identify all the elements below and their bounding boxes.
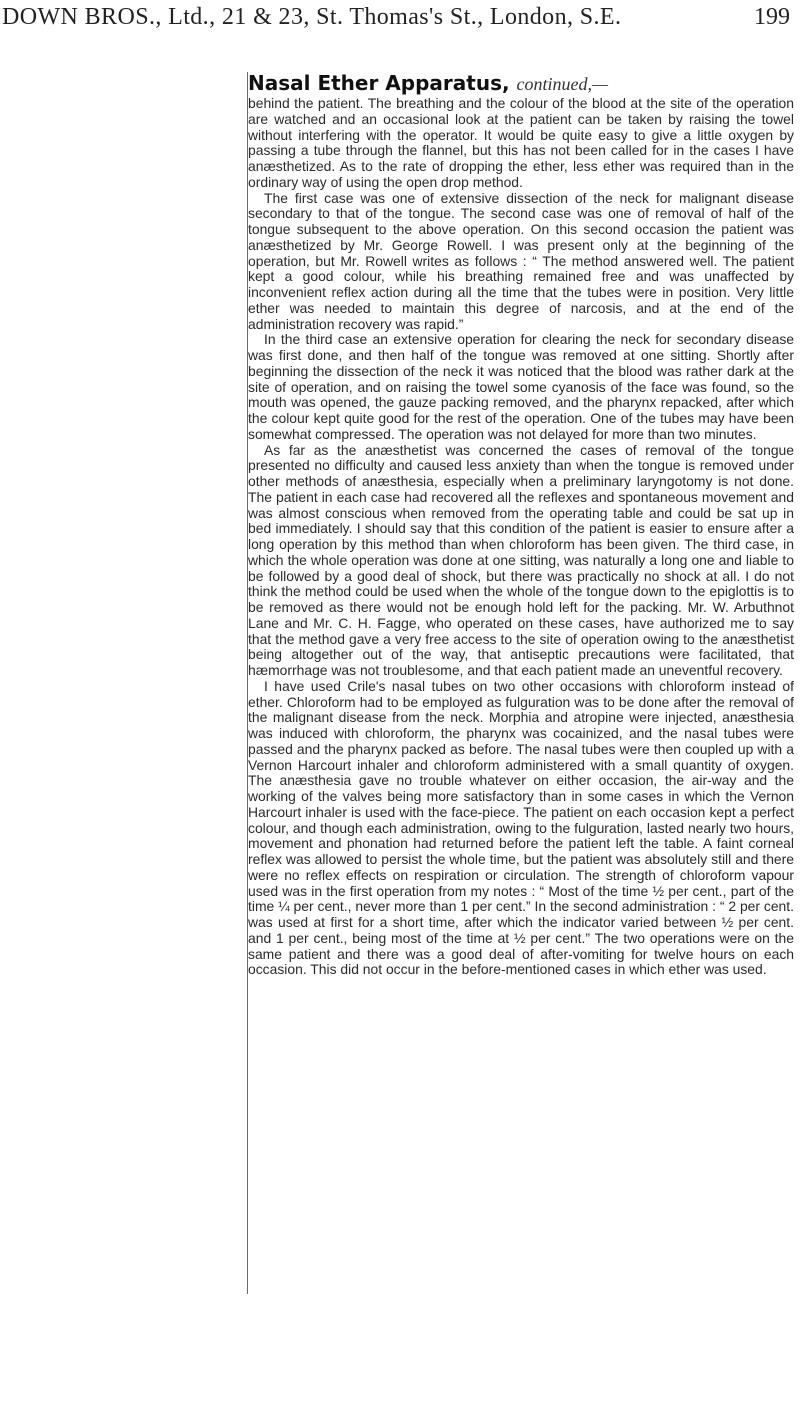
paragraph-3: In the third case an extensive operation for clearing the neck for secondary disease was first done, and then half of the tongue was removed at one sitting. Shortly after beginning the dissection of the neck it was noticed that the blood was rather dark at the site of operation, and on raising the towel some cyanosis of the face was found, so the mouth was opened, the gauze packing removed, and the pharynx repacked, after which the colour kept quite good for the rest of the operation. One of the tubes may have been somewhat compressed. The operation was not delayed for more than two minutes. [248, 331, 794, 442]
article-title [248, 72, 794, 95]
title-text: Nasal Ether Apparatus, [248, 71, 510, 95]
paragraph-4: As far as the anæsthetist was concerned the cases of removal of the tongue presented no difficulty and caused less anxiety than when the tongue is removed under other methods of anæsthesia, especially when a preliminary laryngotomy is not done. The patient in each case had recovered all the reflexes and spontaneous movement and was almost conscious when removed from the operating table and could be sat up in bed immediately. I should say that this condition of the patient is easier to ensure after a long operation by this method than when chloroform has been given. The third case, in which the whole operation was done at one sitting, was naturally a long one and liable to be followed by a good deal of shock, but there was practically no shock at all. I do not think the method could be used when the whole of the tongue down to the epiglottis is to be removed as there would not be enough hold left for the packing. Mr. W. Arbuthnot Lane and Mr. C. H. Fagge, who operated on these cases, have authorized me to say that the method gave a very free access to the site of operation owing to the anæsthetist being altogether out of the way, that antiseptic precautions were facilitated, that hæmorrhage was not troublesome, and that each patient made an uneventful recovery. [248, 441, 794, 678]
article-body [248, 72, 794, 978]
paragraph-2: The first case was one of extensive dissection of the neck for malignant disease secondary to that of the tongue. The second case was one of removal of half of the tongue subsequent to the above operation. On this second occasion the patient was anæsthetized by Mr. George Rowell. I was present only at the beginning of the operation, but Mr. Rowell writes as follows : “ The method answered well. The patient kept a good colour, while his breathing remained free and was unaffected by inconvenient reflex action during all the time that the tubes were in position. Very little ether was needed to maintain this degree of narcosis, and at the end of the administration recovery was rapid.” [248, 189, 794, 332]
title-continuation: continued,— [516, 74, 609, 94]
page-number: 199 [754, 4, 790, 30]
paragraph-5: I have used Crile's nasal tubes on two other occasions with chloroform instead of ether. Chloroform had to be employed as fulguration was to be done after the removal of the malignant disease from the neck. Morphia and atropine were injected, anæsthesia was induced with chloroform, the pharynx was cocainized, and the nasal tubes were passed and the pharynx packed as before. The nasal tubes were then coupled up with a Vernon Harcourt inhaler and chloroform administered with a small quantity of oxygen. The anæsthesia gave no trouble whatever on either occasion, the air-way and the working of the valves being more satisfactory than in some cases in which the Vernon Harcourt inhaler is used with the face-piece. The patient on each occasion kept a perfect colour, and though each administration, owing to the fulguration, lasted nearly two hours, movement and phonation had returned before the patient left the table. A faint corneal reflex was allowed to persist the whole time, but the patient was absolutely still and there were no reflex effects on respiration or circulation. The strength of chloroform vapour used was in the first operation from my notes : “ Most of the time ½ per cent., part of the time ¼ per cent., never more than 1 per cent.” In the second administration : “ 2 per cent. was used at first for a short time, after which the indicator varied between ½ per cent. and 1 per cent., being most of the time at ½ per cent.” The two operations were on the same patient and there was a good deal of after-vomiting for twelve hours on each occasion. This did not occur in the before-mentioned cases in which ether was used. [248, 677, 794, 978]
page-header [0, 4, 800, 40]
running-head: DOWN BROS., Ltd., 21 & 23, St. Thomas's St., London, S.E. [2, 4, 622, 30]
paragraph-1: behind the patient. The breathing and the colour of the blood at the site of the operation are watched and an occasional look at the patient can be taken by raising the towel without interfering with the operator. It would be quite easy to give a little oxygen by passing a tube through the flannel, but this has not been called for in the cases I have anæsthetized. As to the rate of dropping the ether, less ether was required than in the ordinary way of using the open drop method. [248, 95, 794, 190]
